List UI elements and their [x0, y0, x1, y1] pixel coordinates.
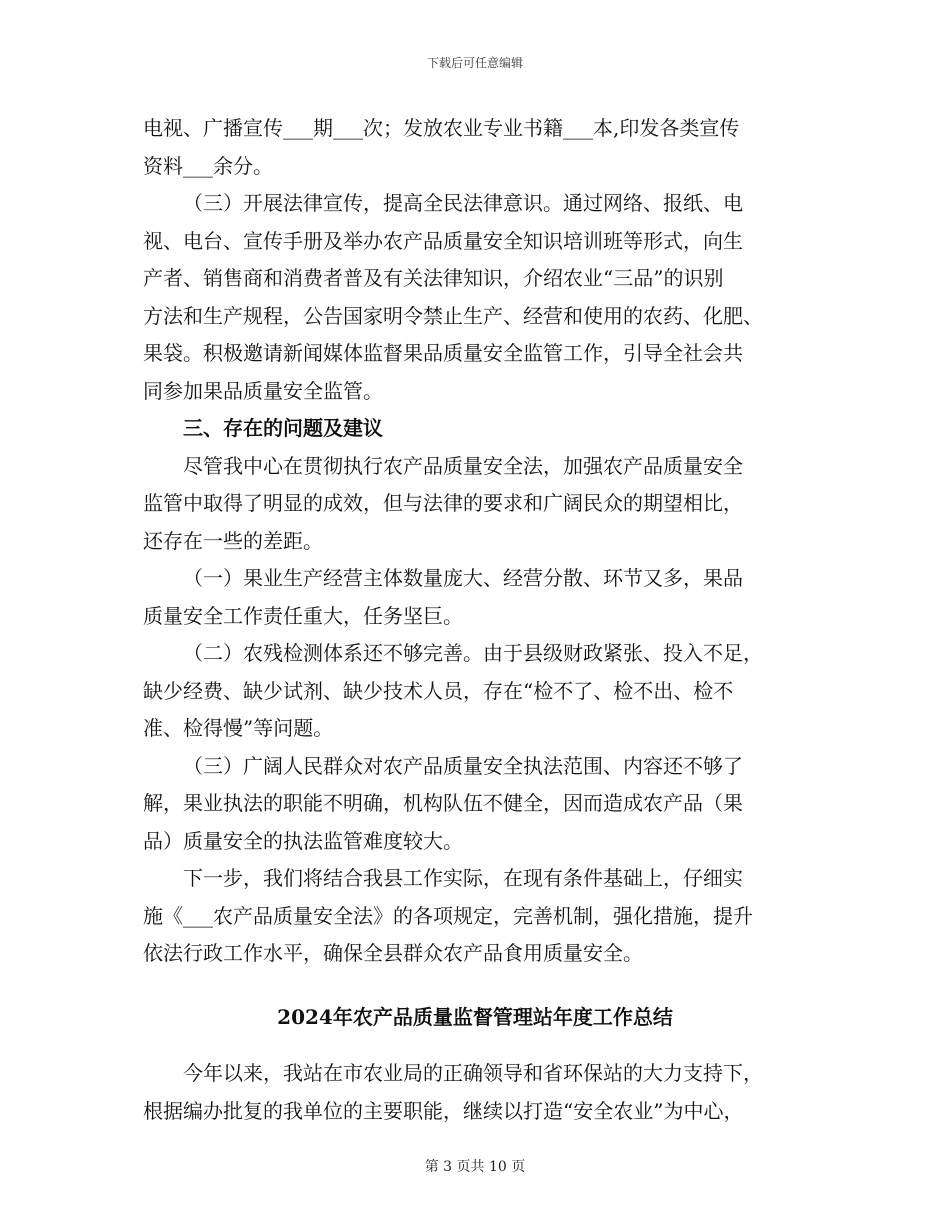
paragraph-line: 产者、销售商和消费者普及有关法律知识，介绍农业“三品”的识别: [143, 266, 724, 290]
paragraph-line: （一）果业生产经营主体数量庞大、经营分散、环节又多，果品: [183, 566, 743, 590]
paragraph-line: 施《___农产品质量安全法》的各项规定，完善机制，强化措施，提升: [143, 904, 753, 928]
paragraph-line: 资料___余分。: [143, 154, 273, 178]
paragraph-line: 品）质量安全的执法监管难度较大。: [143, 829, 463, 853]
paragraph-line: （三）开展法律宣传，提高全民法律意识。通过网络、报纸、电: [183, 191, 743, 215]
paragraph-line: 还存在一些的差距。: [143, 529, 323, 553]
section-heading: 三、存在的问题及建议: [183, 416, 383, 440]
paragraph-line: 根据编办批复的我单位的主要职能，继续以打造“安全农业”为中心，: [143, 1099, 744, 1123]
page-header: 下载后可任意编辑: [426, 56, 523, 70]
paragraph-line: 解，果业执法的职能不明确，机构队伍不健全，因而造成农产品（果: [143, 791, 743, 815]
paragraph-line: （二）农残检测体系还不够完善。由于县级财政紧张、投入不足，: [183, 641, 763, 665]
page-footer: 第 3 页共 10 页: [424, 1159, 526, 1175]
paragraph-line: 质量安全工作责任重大，任务坚巨。: [143, 604, 463, 628]
paragraph-line: 尽管我中心在贯彻执行农产品质量安全法，加强农产品质量安全: [183, 454, 743, 478]
paragraph-line: 准、检得慢”等问题。: [143, 716, 334, 740]
paragraph-line: 方法和生产规程，公告国家明令禁止生产、经营和使用的农药、化肥、: [143, 304, 763, 328]
paragraph-line: （三）广阔人民群众对农产品质量安全执法范围、内容还不够了: [183, 754, 743, 778]
paragraph-line: 电视、广播宣传___期___次；发放农业专业书籍___本,印发各类宣传: [143, 116, 740, 140]
paragraph-line: 依法行政工作水平，确保全县群众农产品食用质量安全。: [143, 941, 643, 965]
document-title: 2024年农产品质量监督管理站年度工作总结: [277, 1005, 673, 1029]
paragraph-line: 今年以来，我站在市农业局的正确领导和省环保站的大力支持下，: [183, 1061, 763, 1085]
paragraph-line: 果袋。积极邀请新闻媒体监督果品质量安全监管工作，引导全社会共: [143, 341, 743, 365]
paragraph-line: 视、电台、宣传手册及举办农产品质量安全知识培训班等形式，向生: [143, 229, 743, 253]
paragraph-line: 监管中取得了明显的成效，但与法律的要求和广阔民众的期望相比，: [143, 491, 743, 515]
paragraph-line: 同参加果品质量安全监管。: [143, 379, 383, 403]
paragraph-line: 缺少经费、缺少试剂、缺少技术人员，存在“检不了、检不出、检不: [143, 679, 734, 703]
paragraph-line: 下一步，我们将结合我县工作实际，在现有条件基础上，仔细实: [183, 866, 743, 890]
